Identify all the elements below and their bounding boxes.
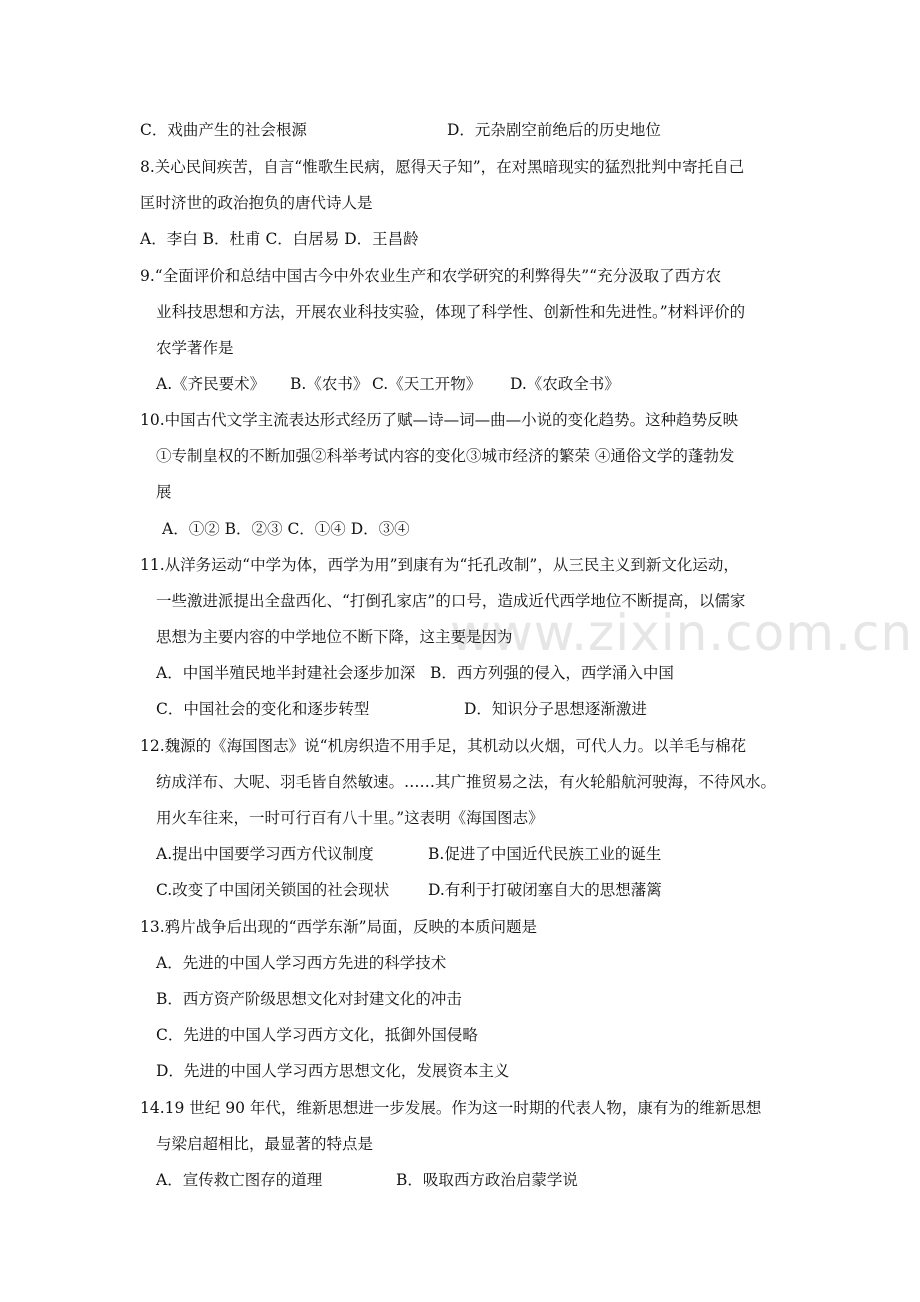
q14-stem-line-1: 14.19 世纪 90 年代，维新思想进一步发展。作为这一时期的代表人物，康有为的维新思想	[140, 1099, 762, 1117]
q12-stem-line-1: 12.魏源的《海国图志》说“机房织造不用手足，其机动以火烟，可代人力。以羊毛与棉花	[140, 737, 747, 755]
q7-option-d-wrap	[447, 119, 661, 141]
q11-stem-line-2: 一些激进派提出全盘西化、“打倒孔家店”的口号，造成近代西学地位不断提高，以儒家	[156, 592, 746, 610]
q13-option-d: D．先进的中国人学习西方思想文化，发展资本主义	[156, 1062, 510, 1080]
q10-stem-line-2: ①专制皇权的不断加强②科举考试内容的变化③城市经济的繁荣 ④通俗文学的蓬勃发	[156, 447, 735, 465]
q9-option-a: A.《齐民要术》	[156, 375, 266, 393]
q12-option-b: B.促进了中国近代民族工业的诞生	[428, 845, 662, 863]
q8-stem-line-1: 8.关心民间疾苦，自言“惟歌生民病，愿得天子知”，在对黑暗现实的猛烈批判中寄托自己	[140, 158, 745, 176]
q9-option-b: B.《农书》	[290, 375, 369, 393]
q9-stem-line-1: 9.“全面评价和总结中国古今中外农业生产和农学研究的利弊得失”“充分汲取了西方农	[140, 267, 722, 285]
q10-stem-line-1: 10.中国古代文学主流表达形式经历了赋—诗—词—曲—小说的变化趋势。这种趋势反映	[140, 411, 739, 429]
q11-option-a: A．中国半殖民地半封建社会逐步加深	[156, 664, 416, 682]
q11-option-c: C．中国社会的变化和逐步转型	[156, 700, 370, 718]
q12-option-a: A.提出中国要学习西方代议制度	[156, 845, 374, 863]
q9-option-c: C.《天工开物》	[372, 375, 482, 393]
q10-stem-line-3: 展	[156, 483, 172, 501]
q9-option-d: D.《农政全书》	[510, 375, 620, 393]
q9-stem-line-3: 农学著作是	[156, 339, 234, 357]
q12-stem-line-2: 纺成洋布、大呢、羽毛皆自然敏速。……其广推贸易之法，有火轮船航河驶海，不待风水。	[156, 773, 777, 791]
q9-stem-line-2: 业科技思想和方法，开展农业科技实验，体现了科学性、创新性和先进性。”材料评价的	[156, 303, 746, 321]
q13-option-a: A．先进的中国人学习西方先进的科学技术	[156, 954, 447, 972]
q11-stem-line-1: 11.从洋务运动“中学为体，西学为用”到康有为“托孔改制”，从三民主义到新文化运动，	[140, 556, 739, 574]
q12-stem-line-3: 用火车往来，一时可行百有八十里。”这表明《海国图志》	[156, 809, 544, 827]
q7-options-row	[140, 119, 307, 141]
watermark: www.zixin.com.cn	[450, 604, 914, 662]
q14-option-b: B．吸取西方政治启蒙学说	[396, 1171, 578, 1189]
q13-option-b: B．西方资产阶级思想文化对封建文化的冲击	[156, 990, 462, 1008]
q12-option-c: C.改变了中国闭关锁国的社会现状	[156, 881, 390, 899]
q14-option-a: A．宣传救亡图存的道理	[156, 1171, 323, 1189]
q13-option-c: C．先进的中国人学习西方文化，抵御外国侵略	[156, 1026, 478, 1044]
q8-stem-line-2: 匡时济世的政治抱负的唐代诗人是	[140, 194, 373, 212]
q11-option-b: B．西方列强的侵入，西学涌入中国	[430, 664, 674, 682]
q8-options: A．李白 B．杜甫 C．白居易 D．王昌龄	[140, 230, 419, 248]
q14-stem-line-2: 与梁启超相比，最显著的特点是	[156, 1135, 374, 1153]
q13-stem-line-1: 13.鸦片战争后出现的“西学东渐”局面，反映的本质问题是	[140, 918, 538, 936]
q11-option-d: D．知识分子思想逐渐激进	[464, 700, 647, 718]
q7-option-d: D．元杂剧空前绝后的历史地位	[447, 121, 661, 139]
q7-option-c: C．戏曲产生的社会根源	[140, 121, 307, 139]
q12-option-d: D.有利于打破闭塞自大的思想藩篱	[428, 881, 662, 899]
q10-options: A．①② B．②③ C．①④ D．③④	[162, 520, 410, 538]
q11-stem-line-3: 思想为主要内容的中学地位不断下降，这主要是因为	[156, 628, 513, 646]
